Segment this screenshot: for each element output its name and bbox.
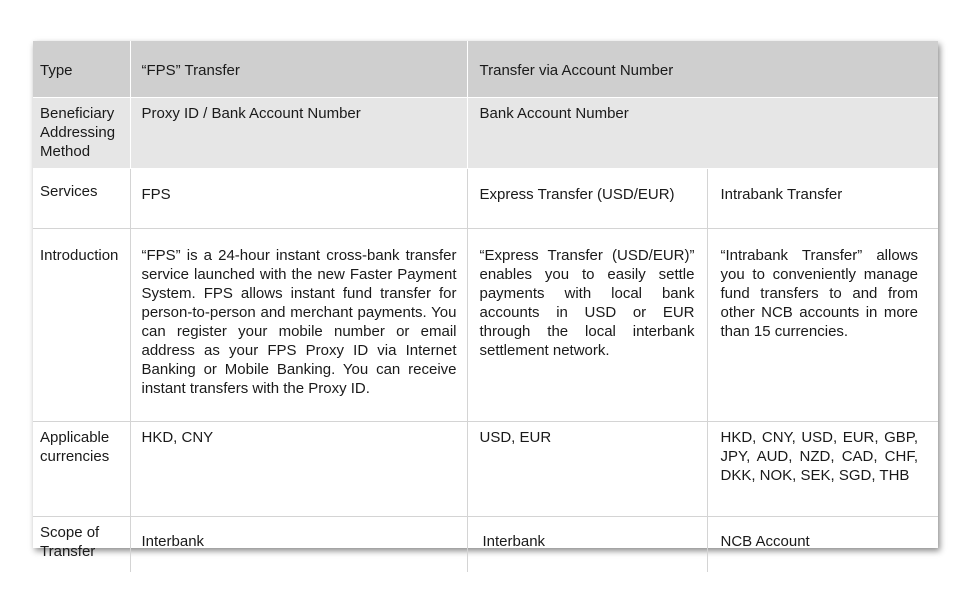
header-account: Transfer via Account Number <box>467 41 938 98</box>
addressing-account: Bank Account Number <box>467 98 938 169</box>
currencies-intrabank: HKD, CNY, USD, EUR, GBP, JPY, AUD, NZD, CAD, CHF, DKK, NOK, SEK, SGD, THB <box>707 422 938 517</box>
services-intrabank: Intrabank Transfer <box>707 169 938 229</box>
services-express: Express Transfer (USD/EUR) <box>467 169 707 229</box>
currencies-label: Applicable currencies <box>33 422 130 517</box>
introduction-fps: “FPS” is a 24-hour instant cross-bank transfer service launched with the new Faster Payment System. FPS allows instant fund transfer for person-to-person and merchant payments. You can register your mobile number or email address as your FPS Proxy ID via Internet Banking or Mobile Banking. You can receive instant transfers with the Proxy ID. <box>130 229 467 422</box>
services-label: Services <box>33 169 130 229</box>
introduction-row <box>33 229 938 422</box>
transfer-comparison-table <box>33 41 938 572</box>
services-row <box>33 169 938 229</box>
scope-row <box>33 517 938 573</box>
addressing-fps: Proxy ID / Bank Account Number <box>130 98 467 169</box>
currencies-express: USD, EUR <box>467 422 707 517</box>
addressing-label: Beneficiary Addressing Method <box>33 98 130 169</box>
addressing-row <box>33 98 938 169</box>
scope-fps: Interbank <box>130 517 467 573</box>
introduction-intrabank: “Intrabank Transfer” allows you to conveniently manage fund transfers to and from other NCB accounts in more than 15 currencies. <box>707 229 938 422</box>
scope-express: Interbank <box>467 517 707 573</box>
scope-intrabank: NCB Account <box>720 533 810 550</box>
transfer-comparison-card <box>33 41 938 560</box>
scope-label: Scope of Transfer <box>33 517 130 573</box>
introduction-label: Introduction <box>33 229 130 422</box>
currencies-fps: HKD, CNY <box>130 422 467 517</box>
header-fps: “FPS” Transfer <box>130 41 467 98</box>
introduction-express: “Express Transfer (USD/EUR)” enables you to easily settle payments with local bank accounts in USD or EUR through the local interbank settlement network. <box>467 229 707 422</box>
header-row <box>33 41 938 98</box>
header-type: Type <box>33 41 130 98</box>
currencies-row <box>33 422 938 517</box>
services-fps: FPS <box>130 169 467 229</box>
